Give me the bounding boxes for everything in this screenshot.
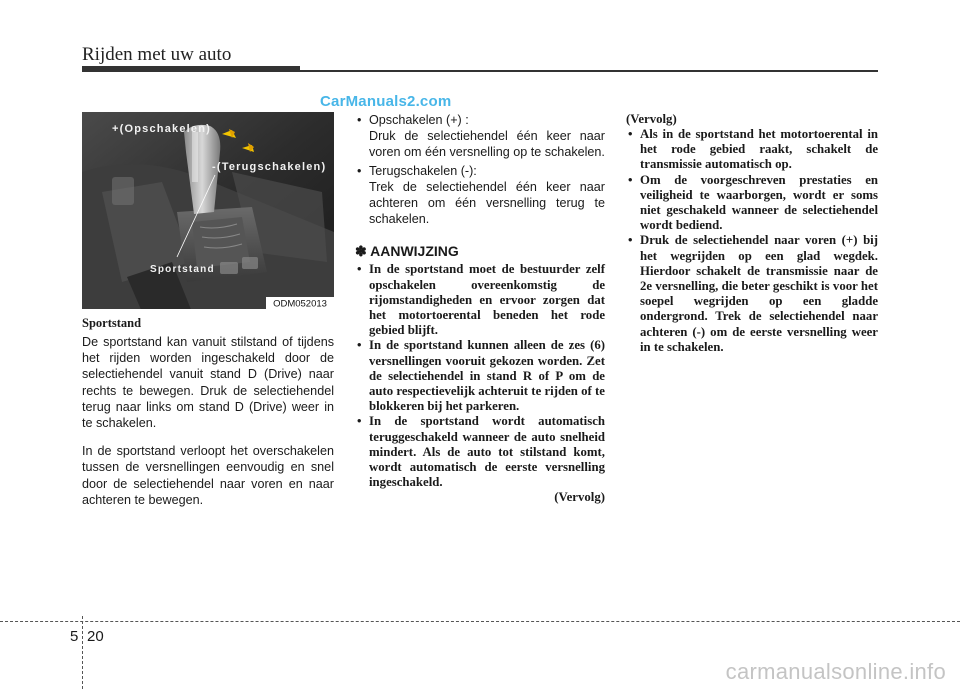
bullet-heading: Terugschakelen (-): <box>369 163 477 178</box>
header-rule-thin <box>300 70 878 72</box>
column-1 <box>82 334 334 508</box>
note-item-6 <box>626 233 878 355</box>
figure-label-opschakelen: +(Opschakelen) <box>112 123 212 135</box>
note-text: In de sportstand kunnen alleen de zes (6) versnellingen vooruit gekozen worden. Zet de selectiehendel in stand R of P om de auto respectievelijk achteruit te rijden of te blokkeren bij het parkeren. <box>369 338 605 414</box>
note-title: AANWIJZING <box>370 243 459 260</box>
continued-heading: (Vervolg) <box>626 112 677 126</box>
note-symbol-icon: ✽ <box>355 243 367 260</box>
page-header-title: Rijden met uw auto <box>82 44 232 65</box>
note-item-1 <box>355 262 605 338</box>
paragraph-sportstand-1: De sportstand kan vanuit stilstand of tijdens het rijden worden ingeschakeld door de selectiehendel vanuit stand D (Drive) naar rechts te bewegen. Druk de selectiehendel terug naar links om stand D (Drive) weer in te schakelen. <box>82 335 334 431</box>
bullet-text: Druk de selectiehendel één keer naar voren om één versnelling op te schakelen. <box>369 129 605 160</box>
note-text: Om de voorgeschreven prestaties en veiligheid te waarborgen, wordt er soms niet geschakeld wanneer de selectiehendel wordt bediend. <box>640 172 878 233</box>
continued-label: (Vervolg) <box>554 490 605 505</box>
note-item-4 <box>626 127 878 173</box>
note-item-3 <box>355 414 605 490</box>
page-number: 20 <box>87 628 104 645</box>
paragraph-sportstand-2: In de sportstand verloopt het overschakelen tussen de versnellingen eenvoudig en snel door de selectiehendel naar voren en naar achteren te bewegen. <box>82 444 334 507</box>
bullet-dot: • <box>628 127 633 141</box>
bullet-dot: • <box>357 113 362 127</box>
footer-divider <box>82 616 83 689</box>
watermark-top[interactable]: CarManuals2.com <box>320 93 452 110</box>
bullet-dot: • <box>357 338 362 353</box>
note-item-5 <box>626 173 878 234</box>
note-text: Als in de sportstand het motortoerental in het rode gebied raakt, schakelt de transmissie automatisch op. <box>640 127 878 172</box>
watermark-bottom[interactable]: carmanualsonline.info <box>725 659 946 684</box>
figure-code: ODM052013 <box>273 298 327 309</box>
bullet-dot: • <box>357 262 362 277</box>
note-text: In de sportstand moet de bestuurder zelf opschakelen overeenkomstig de rijomstandigheden en ervoor zorgen dat het motortoerental beneden het rode gebied blijft. <box>369 262 605 338</box>
section-title-sportstand: Sportstand <box>82 316 142 330</box>
note-heading <box>355 243 605 260</box>
chapter-number: 5 <box>70 628 79 645</box>
footer-rule <box>0 621 960 622</box>
column-2 <box>355 112 605 505</box>
bullet-text: Trek de selectiehendel één keer naar achteren om één versnelling terug te schakelen. <box>369 179 605 227</box>
figure-label-sportstand: Sportstand <box>150 264 215 275</box>
bullet-heading: Opschakelen (+) : <box>369 113 469 127</box>
bullet-dot: • <box>357 163 362 178</box>
figure-label-terugschakelen: -(Terugschakelen) <box>212 161 327 173</box>
list-item-terugschakelen <box>355 163 605 228</box>
note-item-2 <box>355 338 605 414</box>
bullet-dot: • <box>357 414 362 429</box>
list-item-opschakelen <box>355 112 605 161</box>
column-3 <box>626 112 878 355</box>
bullet-dot: • <box>628 233 633 248</box>
header-rule-thick <box>82 66 300 72</box>
bullet-dot: • <box>628 172 633 187</box>
gear-shifter-photo <box>82 112 334 309</box>
note-text: Druk de selectiehendel naar voren (+) bij het wegrijden op een glad wegdek. Hierdoor schakelt de transmissie naar de 2e versnelling, die beter geschikt is voor het soepel wegrijden op een gladde ondergrond. Trek de selectiehendel naar achteren (-) om de eerste versnelling weer in te schakelen. <box>640 233 878 354</box>
note-text: In de sportstand wordt automatisch teruggeschakeld wanneer de auto snelheid mindert. Als de auto tot stilstand komt, wordt automatisch de eerste versnelling ingeschakeld. <box>369 414 605 490</box>
